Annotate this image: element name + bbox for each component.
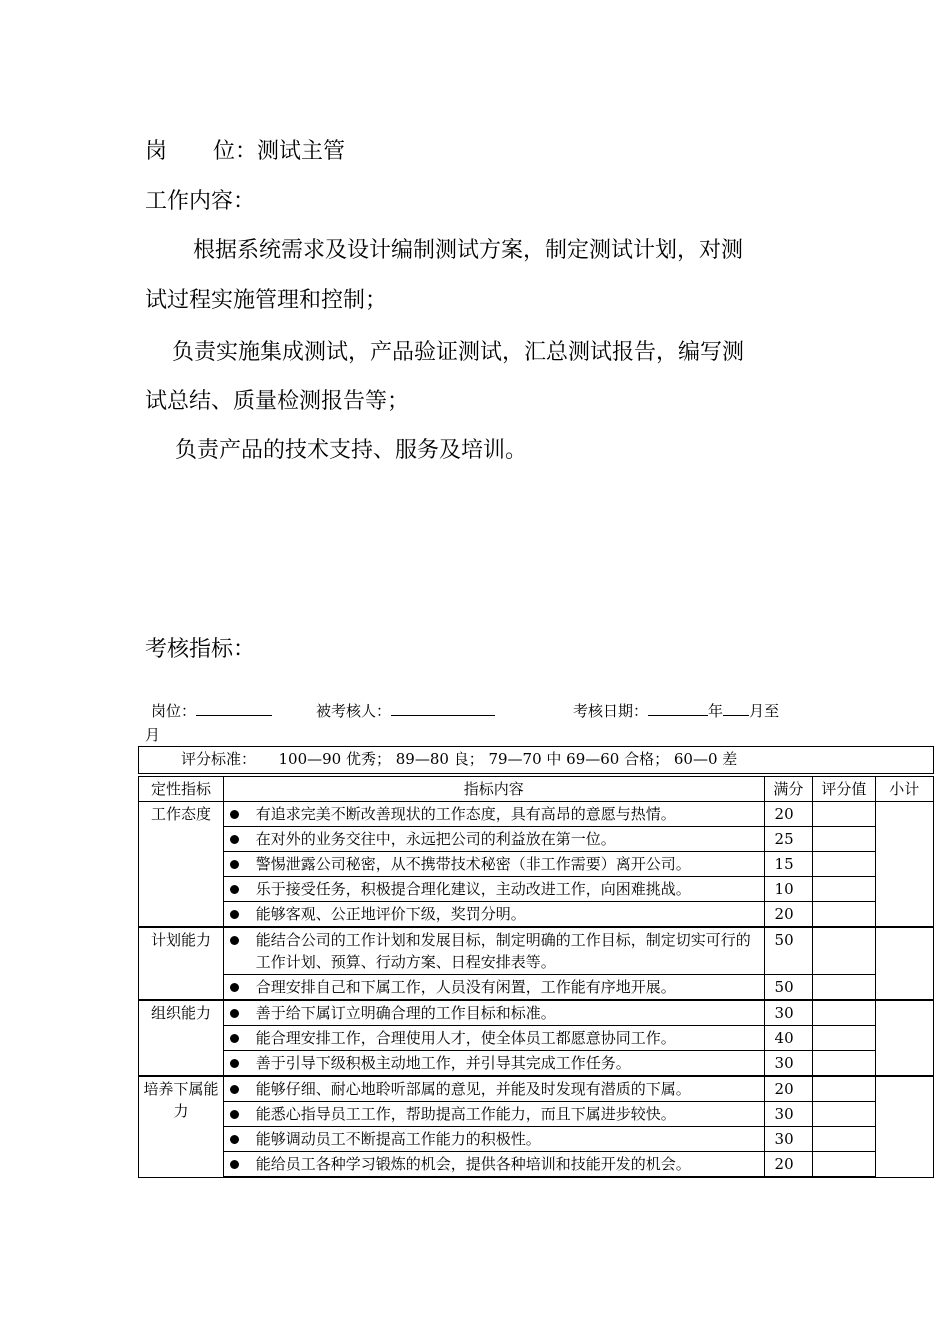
work-heading: 工作内容： [145, 189, 256, 214]
full-score: 10 [764, 877, 813, 902]
appraisee-blank[interactable] [391, 701, 495, 716]
eval-cell[interactable] [813, 927, 875, 975]
eval-cell[interactable] [813, 877, 875, 902]
bullet-icon [223, 902, 245, 928]
category-organizing: 组织能力 [139, 1000, 224, 1076]
duty-1-line1: 根据系统需求及设计编制测试方案，制定测试计划，对测 [193, 238, 744, 263]
category-planning: 计划能力 [139, 927, 224, 1000]
indicator-text: 能给员工各种学习锻炼的机会，提供各种培训和技能开发的机会。 [246, 1152, 764, 1178]
indicator-text: 合理安排自己和下属工作，人员没有闲置，工作能有序地开展。 [246, 975, 764, 1001]
bullet-icon [223, 1051, 245, 1077]
full-score: 30 [764, 1000, 813, 1026]
bullet-icon [223, 852, 245, 877]
full-score: 50 [764, 927, 813, 975]
eval-cell[interactable] [813, 1102, 875, 1127]
full-score: 30 [764, 1102, 813, 1127]
eval-cell[interactable] [813, 1076, 875, 1102]
eval-cell[interactable] [813, 975, 875, 1001]
bullet-icon [223, 1000, 245, 1026]
subtotal-cell[interactable] [875, 1000, 933, 1076]
position-label-b: 位： [213, 139, 258, 164]
eval-cell[interactable] [813, 852, 875, 877]
bullet-icon [223, 827, 245, 852]
eval-cell[interactable] [813, 1000, 875, 1026]
subtotal-cell[interactable] [875, 927, 933, 1000]
bullet-icon [223, 927, 245, 975]
meta-date-label: 考核日期： [573, 702, 649, 720]
eval-cell[interactable] [813, 827, 875, 852]
eval-cell[interactable] [813, 1152, 875, 1178]
position-line [145, 137, 345, 167]
bullet-icon [223, 975, 245, 1001]
category-developing-staff: 培养下属能力 [139, 1076, 224, 1177]
full-score: 25 [764, 827, 813, 852]
header-full: 满分 [764, 775, 813, 802]
indicator-text: 在对外的业务交往中，永远把公司的利益放在第一位。 [246, 827, 764, 852]
subtotal-cell[interactable] [875, 802, 933, 928]
full-score: 40 [764, 1026, 813, 1051]
eval-cell[interactable] [813, 802, 875, 827]
bullet-icon [223, 1152, 245, 1178]
eval-cell[interactable] [813, 1051, 875, 1077]
duty-3: 负责产品的技术支持、服务及培训。 [175, 438, 528, 463]
eval-cell[interactable] [813, 1026, 875, 1051]
full-score: 20 [764, 802, 813, 827]
duty-2-line1: 负责实施集成测试，产品验证测试，汇总测试报告，编写测 [172, 340, 745, 365]
eval-cell[interactable] [813, 902, 875, 928]
indicator-text: 善于引导下级积极主动地工作，并引导其完成工作任务。 [246, 1051, 764, 1077]
year-blank[interactable] [648, 701, 708, 716]
eval-cell[interactable] [813, 1127, 875, 1152]
header-subtotal: 小计 [875, 775, 933, 802]
meta-year: 年 [708, 702, 724, 720]
header-content: 指标内容 [223, 775, 764, 802]
indicator-text: 警惕泄露公司秘密，从不携带技术秘密（非工作需要）离开公司。 [246, 852, 764, 877]
header-eval: 评分值 [813, 775, 875, 802]
full-score: 50 [764, 975, 813, 1001]
bullet-icon [223, 1102, 245, 1127]
full-score: 20 [764, 1152, 813, 1178]
indicator-text: 善于给下属订立明确合理的工作目标和标准。 [246, 1000, 764, 1026]
position-value: 测试主管 [257, 139, 346, 164]
bullet-icon [223, 1026, 245, 1051]
position-label-a: 岗 [145, 139, 168, 164]
meta-position-label: 岗位： [151, 702, 197, 720]
indicator-text: 能悉心指导员工工作，帮助提高工作能力，而且下属进步较快。 [246, 1102, 764, 1127]
scoring-standard: 评分标准： 100—90 优秀； 89—80 良； 79—70 中 69—60 合格； 60—0 差 [139, 747, 934, 776]
indicator-text: 乐于接受任务，积极提合理化建议，主动改进工作，向困难挑战。 [246, 877, 764, 902]
indicator-text: 有追求完美不断改善现状的工作态度，具有高昂的意愿与热情。 [246, 802, 764, 827]
full-score: 15 [764, 852, 813, 877]
subtotal-cell[interactable] [875, 1076, 933, 1177]
meta-appraisee-label: 被考核人： [316, 702, 392, 720]
position-blank[interactable] [196, 701, 272, 716]
full-score: 20 [764, 1076, 813, 1102]
full-score: 30 [764, 1051, 813, 1077]
indicator-text: 能够调动员工不断提高工作能力的积极性。 [246, 1127, 764, 1152]
indicator-text: 能够客观、公正地评价下级，奖罚分明。 [246, 902, 764, 928]
scoring-table [138, 746, 934, 1178]
bullet-icon [223, 802, 245, 827]
month-blank[interactable] [723, 701, 749, 716]
indicator-text: 能够仔细、耐心地聆听部属的意见，并能及时发现有潜质的下属。 [246, 1076, 764, 1102]
meta-month-to: 月至 [749, 702, 780, 720]
header-category: 定性指标 [139, 775, 224, 802]
duty-2-line2: 试总结、质量检测报告等； [145, 389, 410, 414]
full-score: 30 [764, 1127, 813, 1152]
form-meta [151, 700, 779, 721]
bullet-icon [223, 877, 245, 902]
kpi-heading: 考核指标： [145, 637, 256, 662]
full-score: 20 [764, 902, 813, 928]
meta-month-cont: 月 [145, 726, 161, 744]
indicator-text: 能结合公司的工作计划和发展目标，制定明确的工作目标，制定切实可行的工作计划、预算、行动方案、日程安排表等。 [246, 927, 764, 975]
bullet-icon [223, 1127, 245, 1152]
bullet-icon [223, 1076, 245, 1102]
duty-1-line2: 试过程实施管理和控制； [145, 288, 388, 313]
category-work-attitude: 工作态度 [139, 802, 224, 928]
indicator-text: 能合理安排工作，合理使用人才，使全体员工都愿意协同工作。 [246, 1026, 764, 1051]
